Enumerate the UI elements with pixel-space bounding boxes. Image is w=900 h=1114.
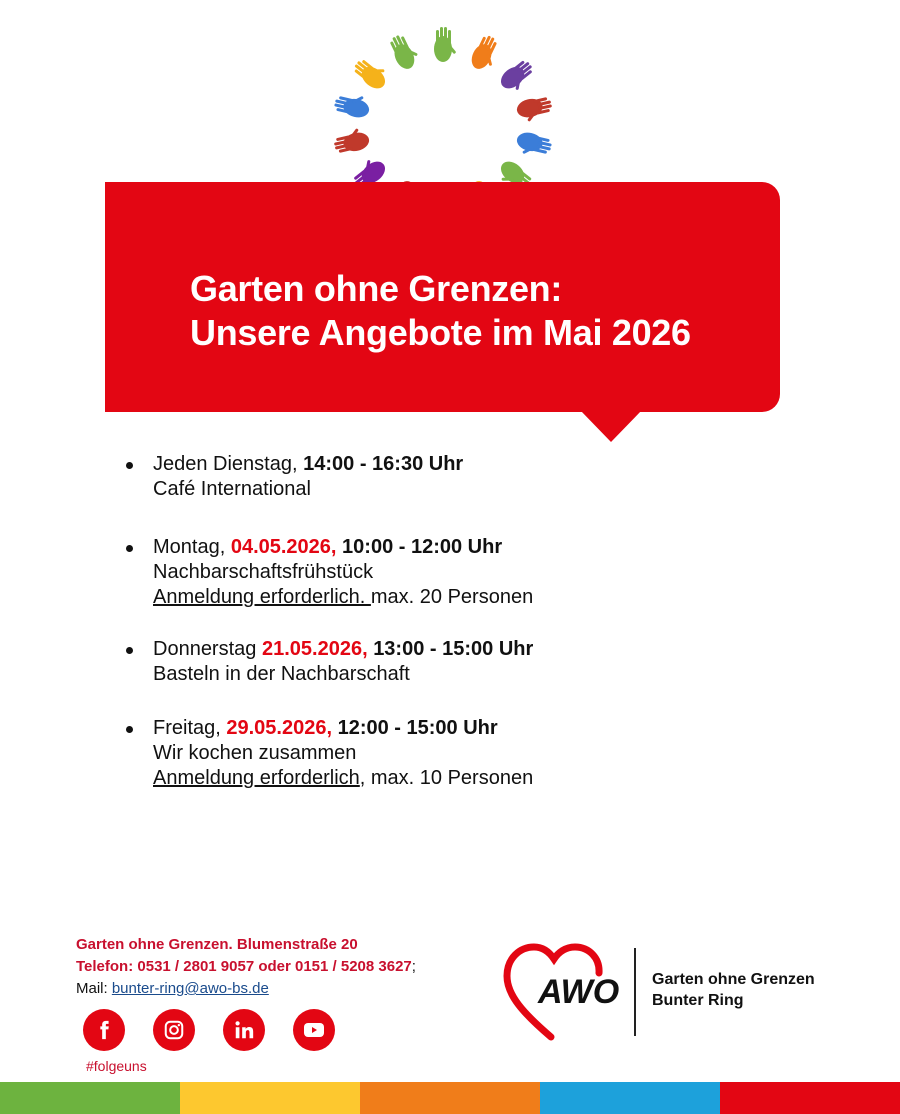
title-line-2: Unsere Angebote im Mai 2026 bbox=[190, 312, 691, 353]
hand-shape bbox=[333, 90, 372, 120]
instagram-icon[interactable] bbox=[153, 1009, 195, 1051]
contact-address: Garten ohne Grenzen. Blumenstraße 20 bbox=[76, 936, 358, 953]
offer-day: Donnerstag bbox=[153, 638, 257, 660]
organization-name bbox=[652, 969, 815, 1011]
social-links bbox=[83, 1009, 335, 1051]
hand-shape bbox=[332, 126, 371, 156]
organization-name-line-1: Garten ohne Grenzen bbox=[652, 971, 815, 988]
banner-pointer bbox=[580, 410, 642, 442]
list-item bbox=[124, 452, 744, 502]
stripe-segment bbox=[720, 1082, 900, 1114]
offer-time: 13:00 - 15:00 Uhr bbox=[373, 638, 534, 660]
hand-shape bbox=[468, 33, 503, 74]
hand-shape bbox=[515, 94, 554, 124]
offers-list bbox=[124, 452, 744, 791]
facebook-icon[interactable] bbox=[83, 1009, 125, 1051]
offer-date: 29.05.2026, bbox=[226, 717, 333, 739]
stripe-segment bbox=[360, 1082, 540, 1114]
hand-shape bbox=[387, 31, 422, 72]
offer-note bbox=[153, 585, 744, 610]
awo-heart-logo bbox=[503, 943, 638, 1043]
hand-shape bbox=[434, 27, 456, 62]
offer-time: 12:00 - 15:00 Uhr bbox=[337, 717, 498, 739]
offer-title: Basteln in der Nachbarschaft bbox=[153, 663, 410, 685]
offer-time: 10:00 - 12:00 Uhr bbox=[342, 536, 503, 558]
awo-logo-text: AWO bbox=[538, 973, 620, 1011]
stripe-segment bbox=[180, 1082, 360, 1114]
offer-day: Jeden Dienstag, bbox=[153, 453, 298, 475]
contact-phone-suffix: ; bbox=[411, 958, 416, 975]
offer-capacity: , max. 10 Personen bbox=[359, 767, 534, 789]
offer-capacity: max. 20 Personen bbox=[370, 586, 534, 608]
contact-phone: Telefon: 0531 / 2801 9057 oder 0151 / 5208 3627 bbox=[76, 958, 412, 975]
color-stripe bbox=[0, 1082, 900, 1114]
list-item bbox=[124, 637, 744, 687]
list-item bbox=[124, 716, 744, 791]
list-item bbox=[124, 535, 744, 610]
contact-block bbox=[76, 934, 416, 1000]
youtube-icon[interactable] bbox=[293, 1009, 335, 1051]
logo-divider bbox=[634, 948, 636, 1036]
hand-shape bbox=[514, 130, 553, 160]
offer-day: Freitag, bbox=[153, 717, 221, 739]
stripe-segment bbox=[540, 1082, 720, 1114]
offer-date: 21.05.2026, bbox=[261, 638, 368, 660]
title-banner bbox=[105, 182, 780, 412]
offer-title: Café International bbox=[153, 478, 311, 500]
offer-date: 04.05.2026, bbox=[230, 536, 337, 558]
offer-title: Nachbarschaftsfrühstück bbox=[153, 561, 374, 583]
registration-required: Anmeldung erforderlich. bbox=[153, 586, 371, 608]
stripe-segment bbox=[0, 1082, 180, 1114]
contact-mail-label: Mail: bbox=[76, 980, 112, 997]
offer-time: 14:00 - 16:30 Uhr bbox=[303, 453, 464, 475]
offer-day: Montag, bbox=[153, 536, 226, 558]
hand-shape bbox=[497, 57, 538, 96]
title-line-1: Garten ohne Grenzen: bbox=[190, 268, 563, 309]
registration-required: Anmeldung erforderlich bbox=[153, 767, 360, 789]
contact-mail-link[interactable]: bunter-ring@awo-bs.de bbox=[111, 980, 269, 997]
offer-note bbox=[153, 766, 744, 791]
organization-name-line-2: Bunter Ring bbox=[652, 992, 744, 1009]
hand-shape bbox=[351, 53, 392, 92]
offer-title: Wir kochen zusammen bbox=[153, 742, 357, 764]
social-hashtag: #folgeuns bbox=[86, 1058, 147, 1074]
page-title bbox=[190, 267, 691, 355]
linkedin-icon[interactable] bbox=[223, 1009, 265, 1051]
